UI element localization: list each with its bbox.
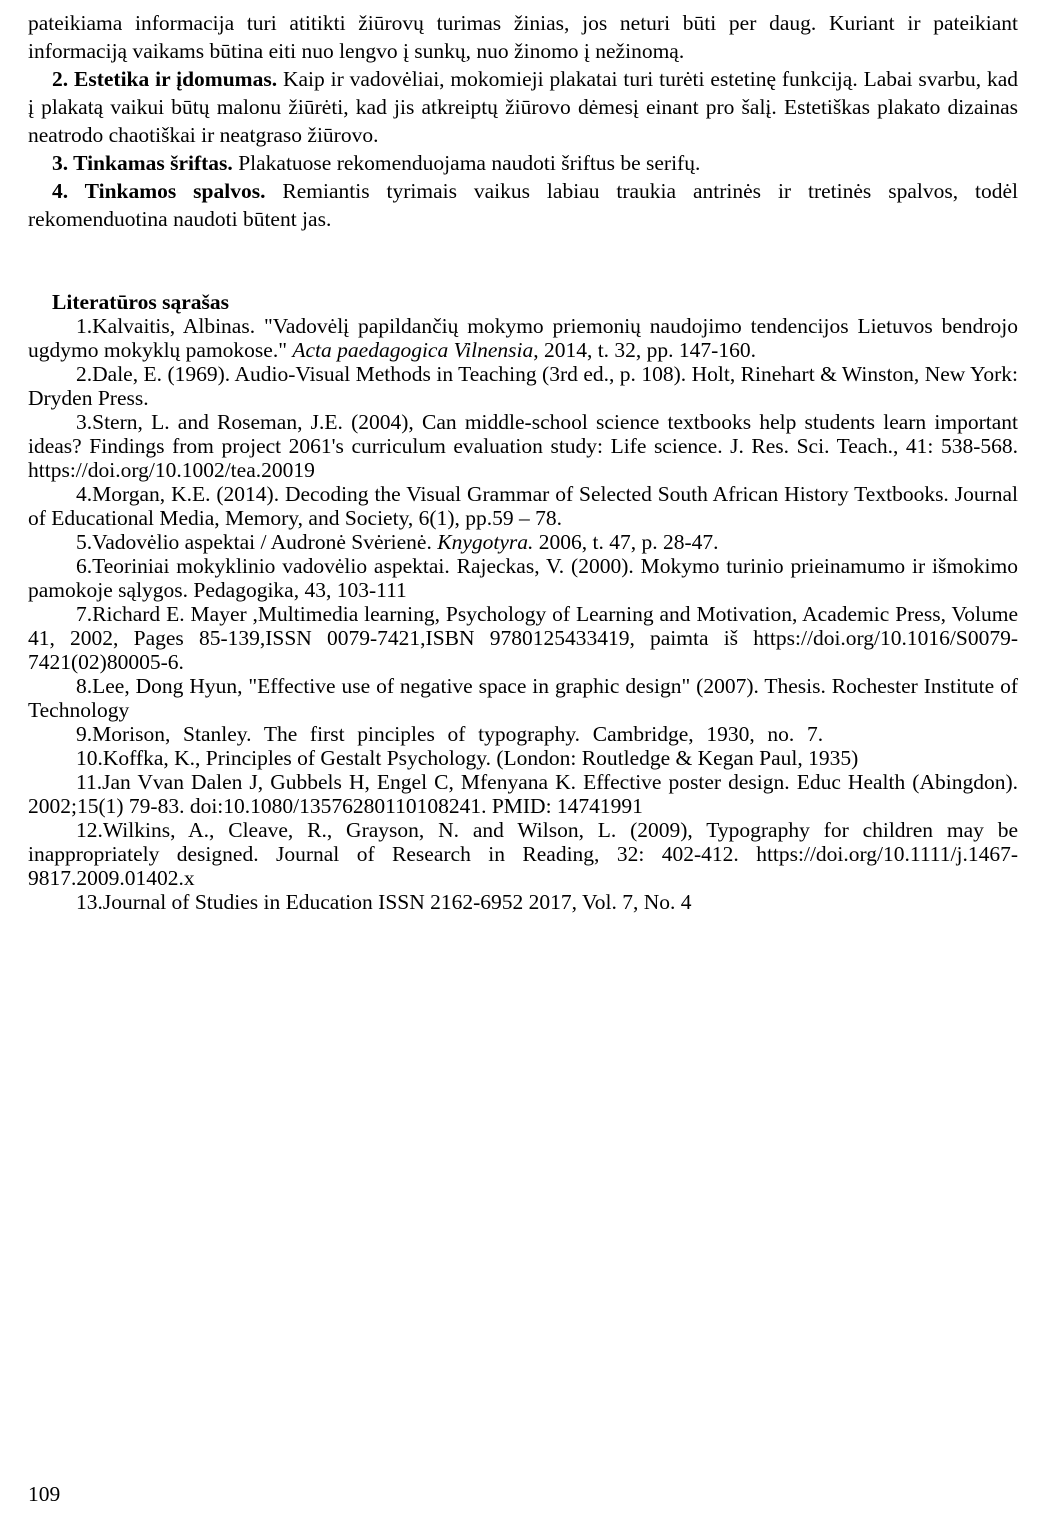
reference-item	[28, 722, 1018, 746]
text-run: Lee, Dong Hyun, "Effective use of negative space in graphic design" (2007). Thesis. Rochester Institute of Technology	[28, 674, 1018, 722]
bold-text: 2. Estetika ir įdomumas.	[52, 67, 278, 91]
text-run: Remiantis tyrimais vaikus labiau traukia antrinės ir tretinės spalvos, todėl rekomenduotina naudoti būtent jas.	[28, 179, 1018, 231]
text-run: Morgan, K.E. (2014). Decoding the Visual Grammar of Selected South African History Textbooks. Journal of Educational Media, Memory, and Society, 6(1), pp.59 – 78.	[28, 482, 1018, 530]
text-run: Journal of Studies in Education ISSN 2162-6952 2017, Vol. 7, No. 4	[102, 890, 692, 914]
reference-item	[28, 530, 1018, 554]
reference-item	[28, 554, 1018, 602]
body-paragraph	[28, 65, 1018, 149]
reference-item	[28, 674, 1018, 722]
reference-number: 9.	[76, 722, 93, 746]
text-run: Koffka, K., Principles of Gestalt Psychology. (London: Routledge & Kegan Paul, 1935)	[102, 746, 859, 770]
reference-item	[28, 890, 1018, 914]
text-run: Wilkins, A., Cleave, R., Grayson, N. and Wilson, L. (2009), Typography for children may be inappropriately designed. Journal of Research in Reading, 32: 402-412. https://doi.org/10.1111/j.1467-9817.2009.01402.x	[28, 818, 1018, 890]
text-run: Plakatuose rekomenduojama naudoti šriftus be serifų.	[232, 151, 701, 175]
text-run: 2006, t. 47, p. 28-47.	[533, 530, 719, 554]
text-run: Kalvaitis, Albinas. "Vadovėlį papildančių mokymo priemonių naudojimo tendencijos Lietuvos bendrojo ugdymo mokyklų pamokose."	[28, 314, 1018, 362]
reference-number: 13.	[76, 890, 103, 914]
body-paragraph	[28, 177, 1018, 233]
text-run: Teoriniai mokyklinio vadovėlio aspektai. Rajeckas, V. (2000). Mokymo turinio prieinamumo ir išmokimo pamokoje sąlygos. Pedagogika, 43, 103-111	[28, 554, 1018, 602]
reference-number: 3.	[76, 410, 93, 434]
text-run: Vadovėlio aspektai / Audronė Svėrienė.	[92, 530, 438, 554]
references-heading: Literatūros sąrašas	[52, 290, 229, 314]
reference-number: 11.	[76, 770, 103, 794]
italic-text: Knygotyra.	[437, 530, 534, 554]
reference-item	[28, 362, 1018, 410]
reference-item	[28, 818, 1018, 890]
reference-item	[28, 602, 1018, 674]
reference-item	[28, 746, 1018, 770]
reference-number: 1.	[76, 314, 93, 338]
body-paragraph	[28, 9, 1018, 65]
references-list	[28, 314, 1018, 914]
body-text-block	[28, 9, 1018, 233]
bold-text: 4. Tinkamos spalvos.	[52, 179, 266, 203]
text-run: Richard E. Mayer ,Multimedia learning, Psychology of Learning and Motivation, Academic Press, Volume 41, 2002, Pages 85-139,ISSN 0079-7421,ISBN 9780125433419, paimta iš https://doi.org/10.1016/S0079-7421(02)80005-6.	[28, 602, 1018, 674]
text-run: Morison, Stanley. The first pinciples of typography. Cambridge, 1930, no. 7.	[92, 722, 824, 746]
reference-item	[28, 410, 1018, 482]
page-number: 109	[28, 1482, 61, 1506]
reference-item	[28, 482, 1018, 530]
reference-item	[28, 314, 1018, 362]
italic-text: Acta paedagogica Vilnensia	[292, 338, 534, 362]
reference-number: 4.	[76, 482, 93, 506]
reference-number: 2.	[76, 362, 93, 386]
reference-number: 7.	[76, 602, 93, 626]
body-paragraph	[28, 149, 1018, 177]
reference-number: 6.	[76, 554, 93, 578]
reference-number: 10.	[76, 746, 103, 770]
text-run: Jan Vvan Dalen J, Gubbels H, Engel C, Mfenyana K. Effective poster design. Educ Health (Abingdon). 2002;15(1) 79-83. doi:10.1080/13576280110108241. PMID: 14741991	[28, 770, 1018, 818]
reference-item	[28, 770, 1018, 818]
bold-text: 3. Tinkamas šriftas.	[52, 151, 233, 175]
reference-number: 5.	[76, 530, 93, 554]
reference-number: 12.	[76, 818, 103, 842]
text-run: Kaip ir vadovėliai, mokomieji plakatai turi turėti estetinę funkciją. Labai svarbu, kad į plakatą vaikui būtų malonu žiūrėti, kad jis atkreiptų žiūrovo dėmesį einant pro šalį. Estetiškas plakato dizainas neatrodo chaotiškai ir neatgraso žiūrovo.	[28, 67, 1019, 147]
text-run: Stern, L. and Roseman, J.E. (2004), Can middle-school science textbooks help students learn important ideas? Findings from project 2061's curriculum evaluation study: Life science. J. Res. Sci. Teach., 41: 538-568. https://doi.org/10.1002/tea.20019	[28, 410, 1018, 482]
text-run: Dale, E. (1969). Audio-Visual Methods in Teaching (3rd ed., p. 108). Holt, Rinehart & Winston, New York: Dryden Press.	[28, 362, 1018, 410]
text-run: pateikiama informacija turi atitikti žiūrovų turimas žinias, jos neturi būti per daug. Kuriant ir pateikiant informaciją vaikams būtina eiti nuo lengvo į sunkų, nuo žinomo į nežinomą.	[28, 11, 1018, 63]
reference-number: 8.	[76, 674, 93, 698]
text-run: , 2014, t. 32, pp. 147-160.	[533, 338, 756, 362]
